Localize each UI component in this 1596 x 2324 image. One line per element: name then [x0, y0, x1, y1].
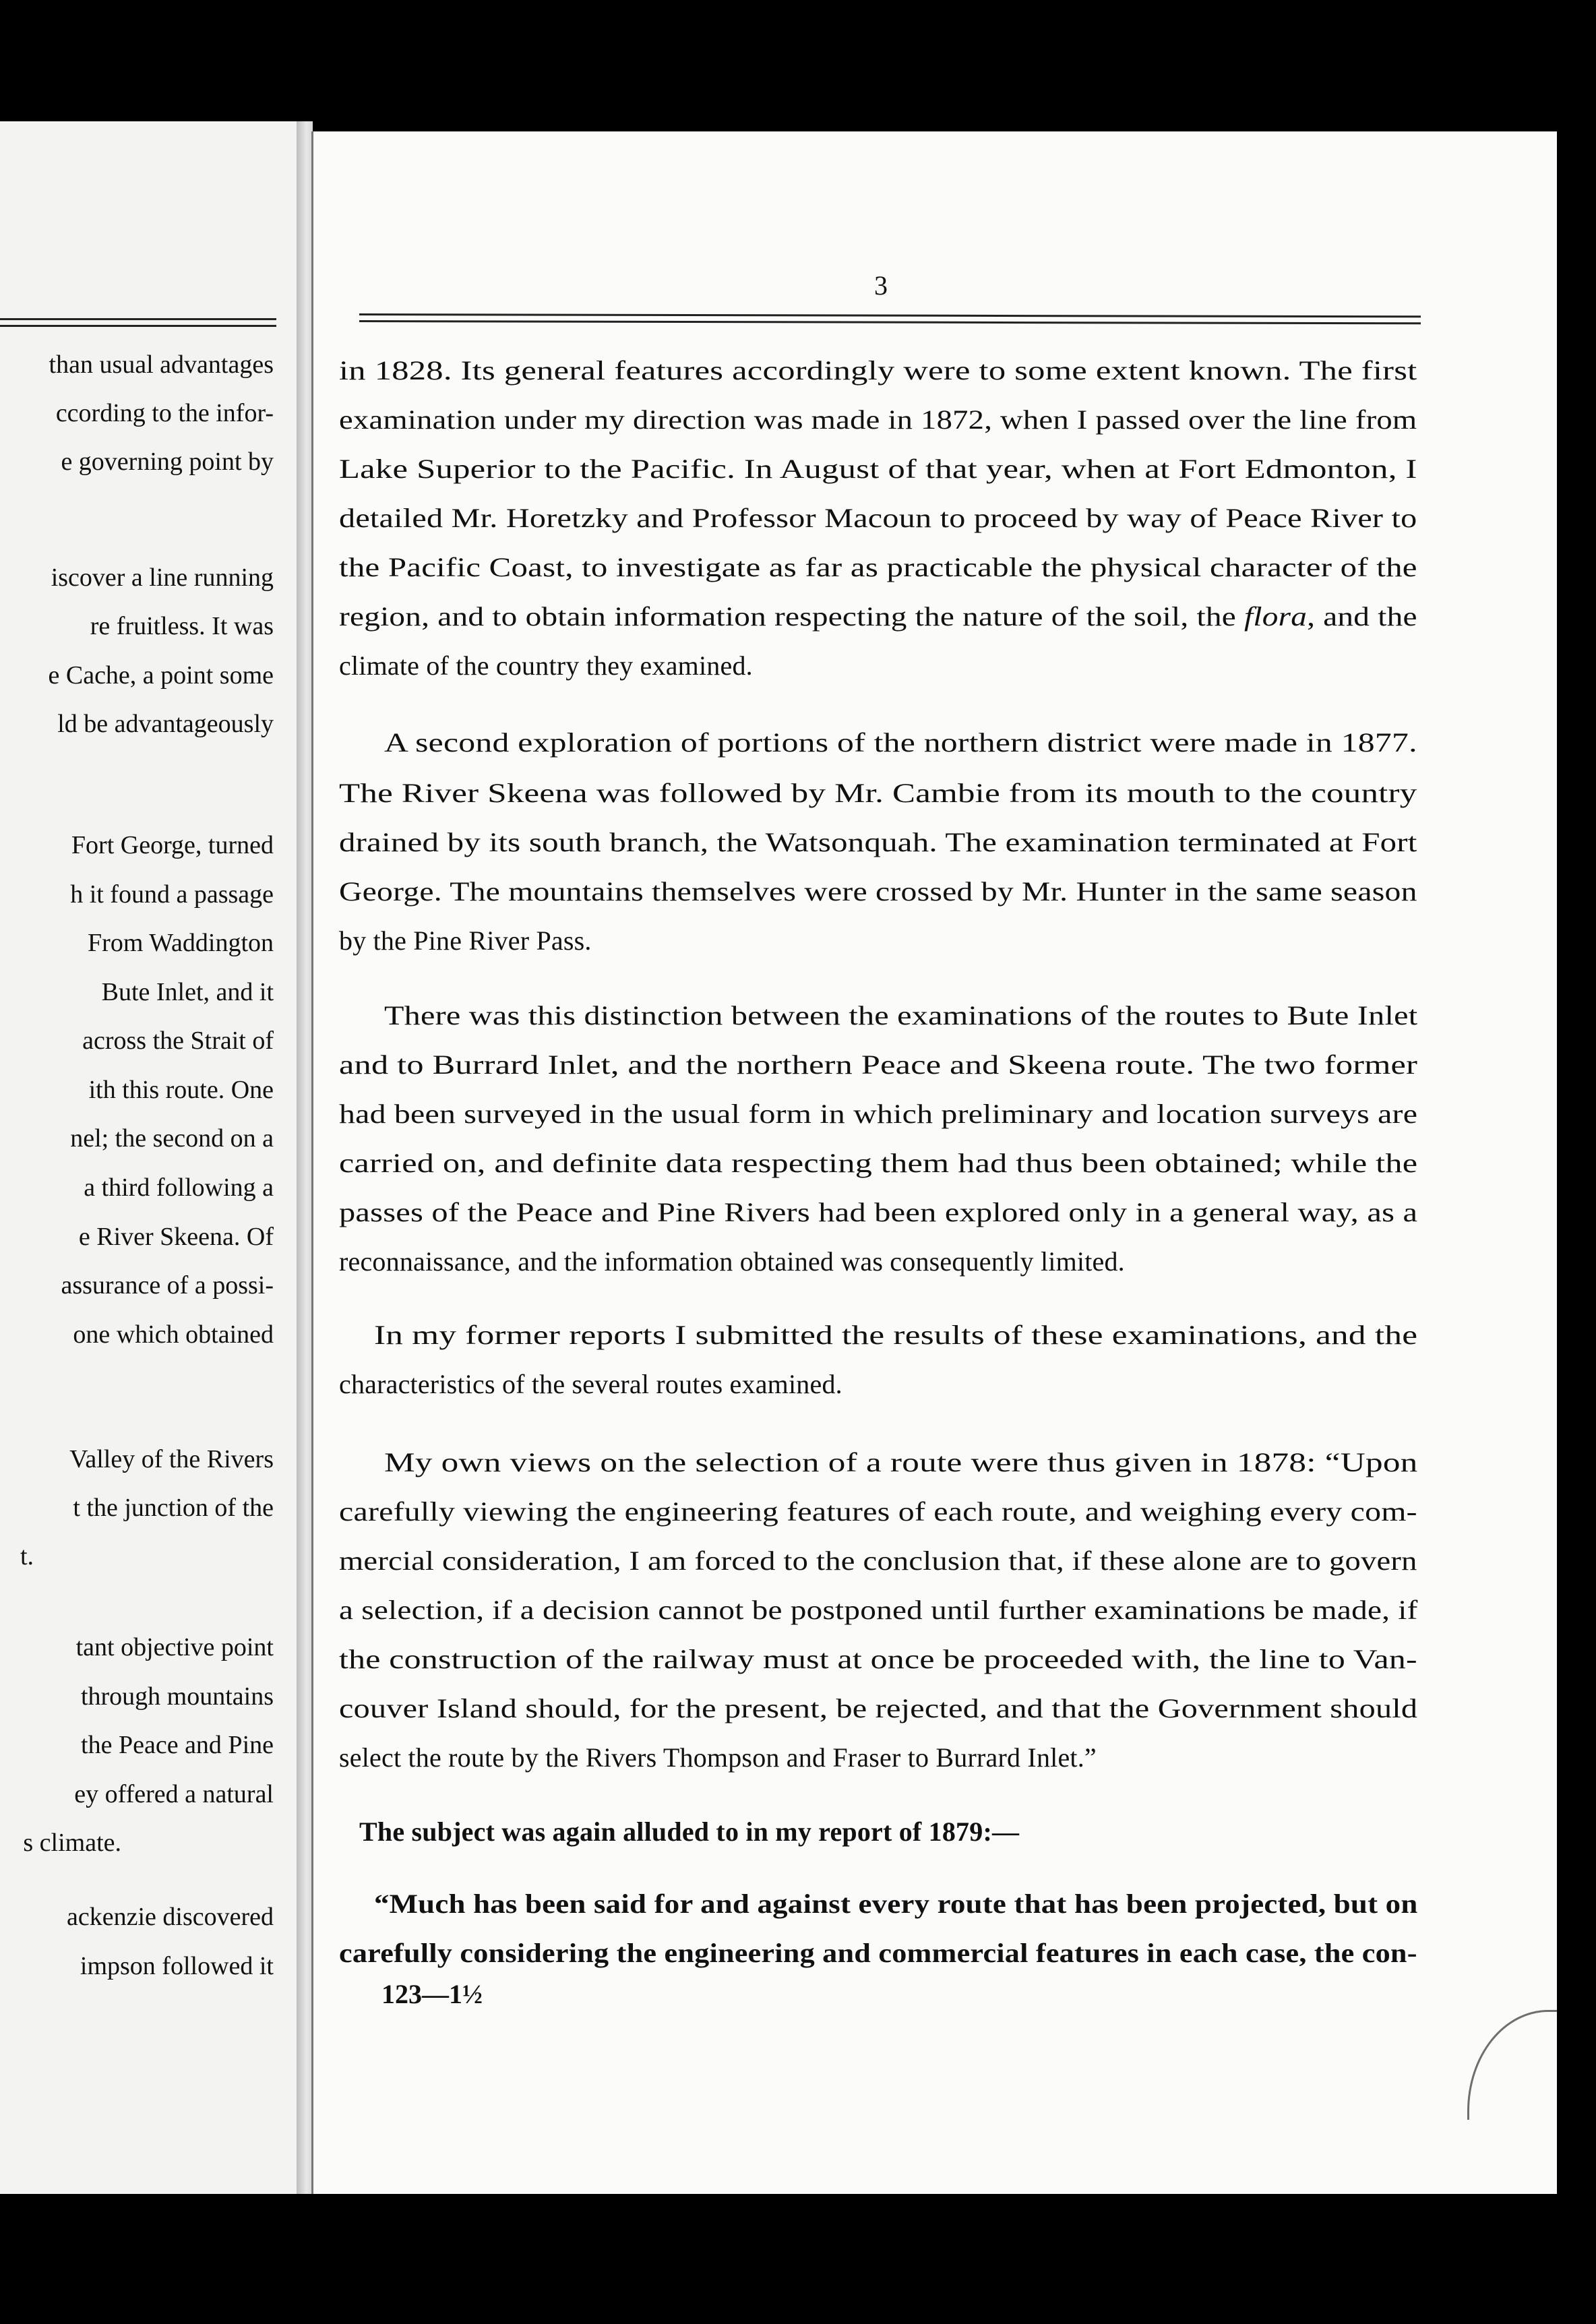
- left-line: ld be advantageously: [57, 710, 274, 738]
- text-line: examination under my direction was made in 1872, when I passed over the line from: [339, 404, 1417, 435]
- text-line: “Much has been said for and against every route that has been projected, but on: [374, 1889, 1418, 1919]
- left-line: s climate.: [23, 1829, 121, 1857]
- text-line: the construction of the railway must at once be proceeded with, the line to Van-: [339, 1644, 1417, 1674]
- book-gutter: [297, 121, 313, 2194]
- left-line: Valley of the Rivers: [69, 1445, 274, 1473]
- text-line: select the route by the Rivers Thompson and Fraser to Burrard Inlet.”: [339, 1742, 1097, 1773]
- text-line: In my former reports I submitted the results of these examinations, and the: [374, 1320, 1418, 1350]
- left-line: through mountains: [80, 1682, 274, 1711]
- left-line: tant objective point: [75, 1633, 274, 1661]
- left-line: ackenzie discovered: [67, 1903, 274, 1931]
- previous-page-fragment: [0, 121, 297, 2194]
- left-line: ccording to the infor-: [55, 399, 274, 427]
- text-line: drained by its south branch, the Watsonquah. The examination terminated at Fort: [339, 827, 1417, 857]
- left-line: a third following a: [84, 1173, 274, 1202]
- text-line: The subject was again alluded to in my report of 1879:—: [359, 1816, 1020, 1847]
- left-line: assurance of a possi-: [61, 1271, 274, 1299]
- left-line: nel; the second on a: [70, 1124, 274, 1153]
- text-line: The River Skeena was followed by Mr. Cambie from its mouth to the country: [339, 778, 1417, 808]
- left-line: re fruitless. It was: [90, 612, 274, 640]
- text-line: passes of the Peace and Pine Rivers had been explored only in a general way, as a: [339, 1197, 1418, 1227]
- left-line: ey offered a natural: [74, 1780, 274, 1808]
- left-line: than usual advantages: [49, 350, 274, 379]
- text-line: reconnaissance, and the information obtained was consequently limited.: [339, 1246, 1125, 1277]
- text-line: There was this distinction between the examinations of the routes to Bute Inlet: [384, 1000, 1418, 1031]
- text-line: characteristics of the several routes examined.: [339, 1369, 842, 1399]
- page-number: 3: [874, 270, 888, 301]
- left-line: t.: [20, 1542, 34, 1570]
- text-line: climate of the country they examined.: [339, 650, 753, 681]
- header-rule-2: [359, 320, 1421, 324]
- text-line: the Pacific Coast, to investigate as far as practicable the physical character of the: [339, 552, 1417, 582]
- text-line: George. The mountains themselves were crossed by Mr. Hunter in the same season: [339, 876, 1417, 907]
- left-line: across the Strait of: [82, 1027, 274, 1055]
- left-line: impson followed it: [80, 1952, 274, 1980]
- left-line: e governing point by: [61, 448, 274, 476]
- text-line: couver Island should, for the present, be rejected, and that the Government should: [339, 1693, 1418, 1723]
- page-corner-curl: [1467, 2010, 1557, 2120]
- header-rule: [359, 313, 1421, 317]
- left-line: e River Skeena. Of: [78, 1223, 274, 1251]
- text-line: a selection, if a decision cannot be postponed until further examinations be made, if: [339, 1595, 1418, 1625]
- text-line: region, and to obtain information respecting the nature of the soil, the flora, and the: [339, 601, 1417, 632]
- left-header-rule: [0, 318, 276, 320]
- text-line: My own views on the selection of a route were thus given in 1878: “Upon: [384, 1447, 1418, 1477]
- italic-word: flora: [1244, 601, 1308, 632]
- text-line: carefully considering the engineering and commercial features in each case, the con-: [339, 1938, 1417, 1968]
- text-line: carefully viewing the engineering features of each route, and weighing every com-: [339, 1496, 1417, 1527]
- text-line: mercial consideration, I am forced to the conclusion that, if these alone are to govern: [339, 1546, 1417, 1576]
- text-line: A second exploration of portions of the northern district were made in 1877.: [384, 727, 1417, 758]
- text-line: and to Burrard Inlet, and the northern Peace and Skeena route. The two former: [339, 1049, 1418, 1080]
- left-line: the Peace and Pine: [81, 1731, 274, 1759]
- text-line: Lake Superior to the Pacific. In August of that year, when at Fort Edmonton, I: [339, 454, 1417, 484]
- left-line: Fort George, turned: [71, 831, 274, 859]
- printer-signature: 123—1½: [381, 1979, 483, 2009]
- text-line: carried on, and definite data respecting them had thus been obtained; while the: [339, 1148, 1418, 1178]
- text-line: in 1828. Its general features accordingly were to some extent known. The first: [339, 355, 1417, 386]
- page: [311, 131, 1557, 2194]
- left-header-rule-2: [0, 325, 276, 327]
- text-line: had been surveyed in the usual form in which preliminary and location surveys are: [339, 1099, 1418, 1129]
- left-line: t the junction of the: [73, 1494, 274, 1522]
- left-line: e Cache, a point some: [48, 661, 274, 690]
- left-line: one which obtained: [73, 1320, 274, 1349]
- text-line: detailed Mr. Horetzky and Professor Macoun to proceed by way of Peace River to: [339, 503, 1417, 533]
- text-line: by the Pine River Pass.: [339, 925, 592, 956]
- left-line: ith this route. One: [88, 1076, 274, 1104]
- left-line: h it found a passage: [70, 880, 274, 909]
- left-line: Bute Inlet, and it: [101, 978, 274, 1006]
- left-line: iscover a line running: [51, 563, 274, 592]
- left-line: From Waddington: [88, 929, 274, 957]
